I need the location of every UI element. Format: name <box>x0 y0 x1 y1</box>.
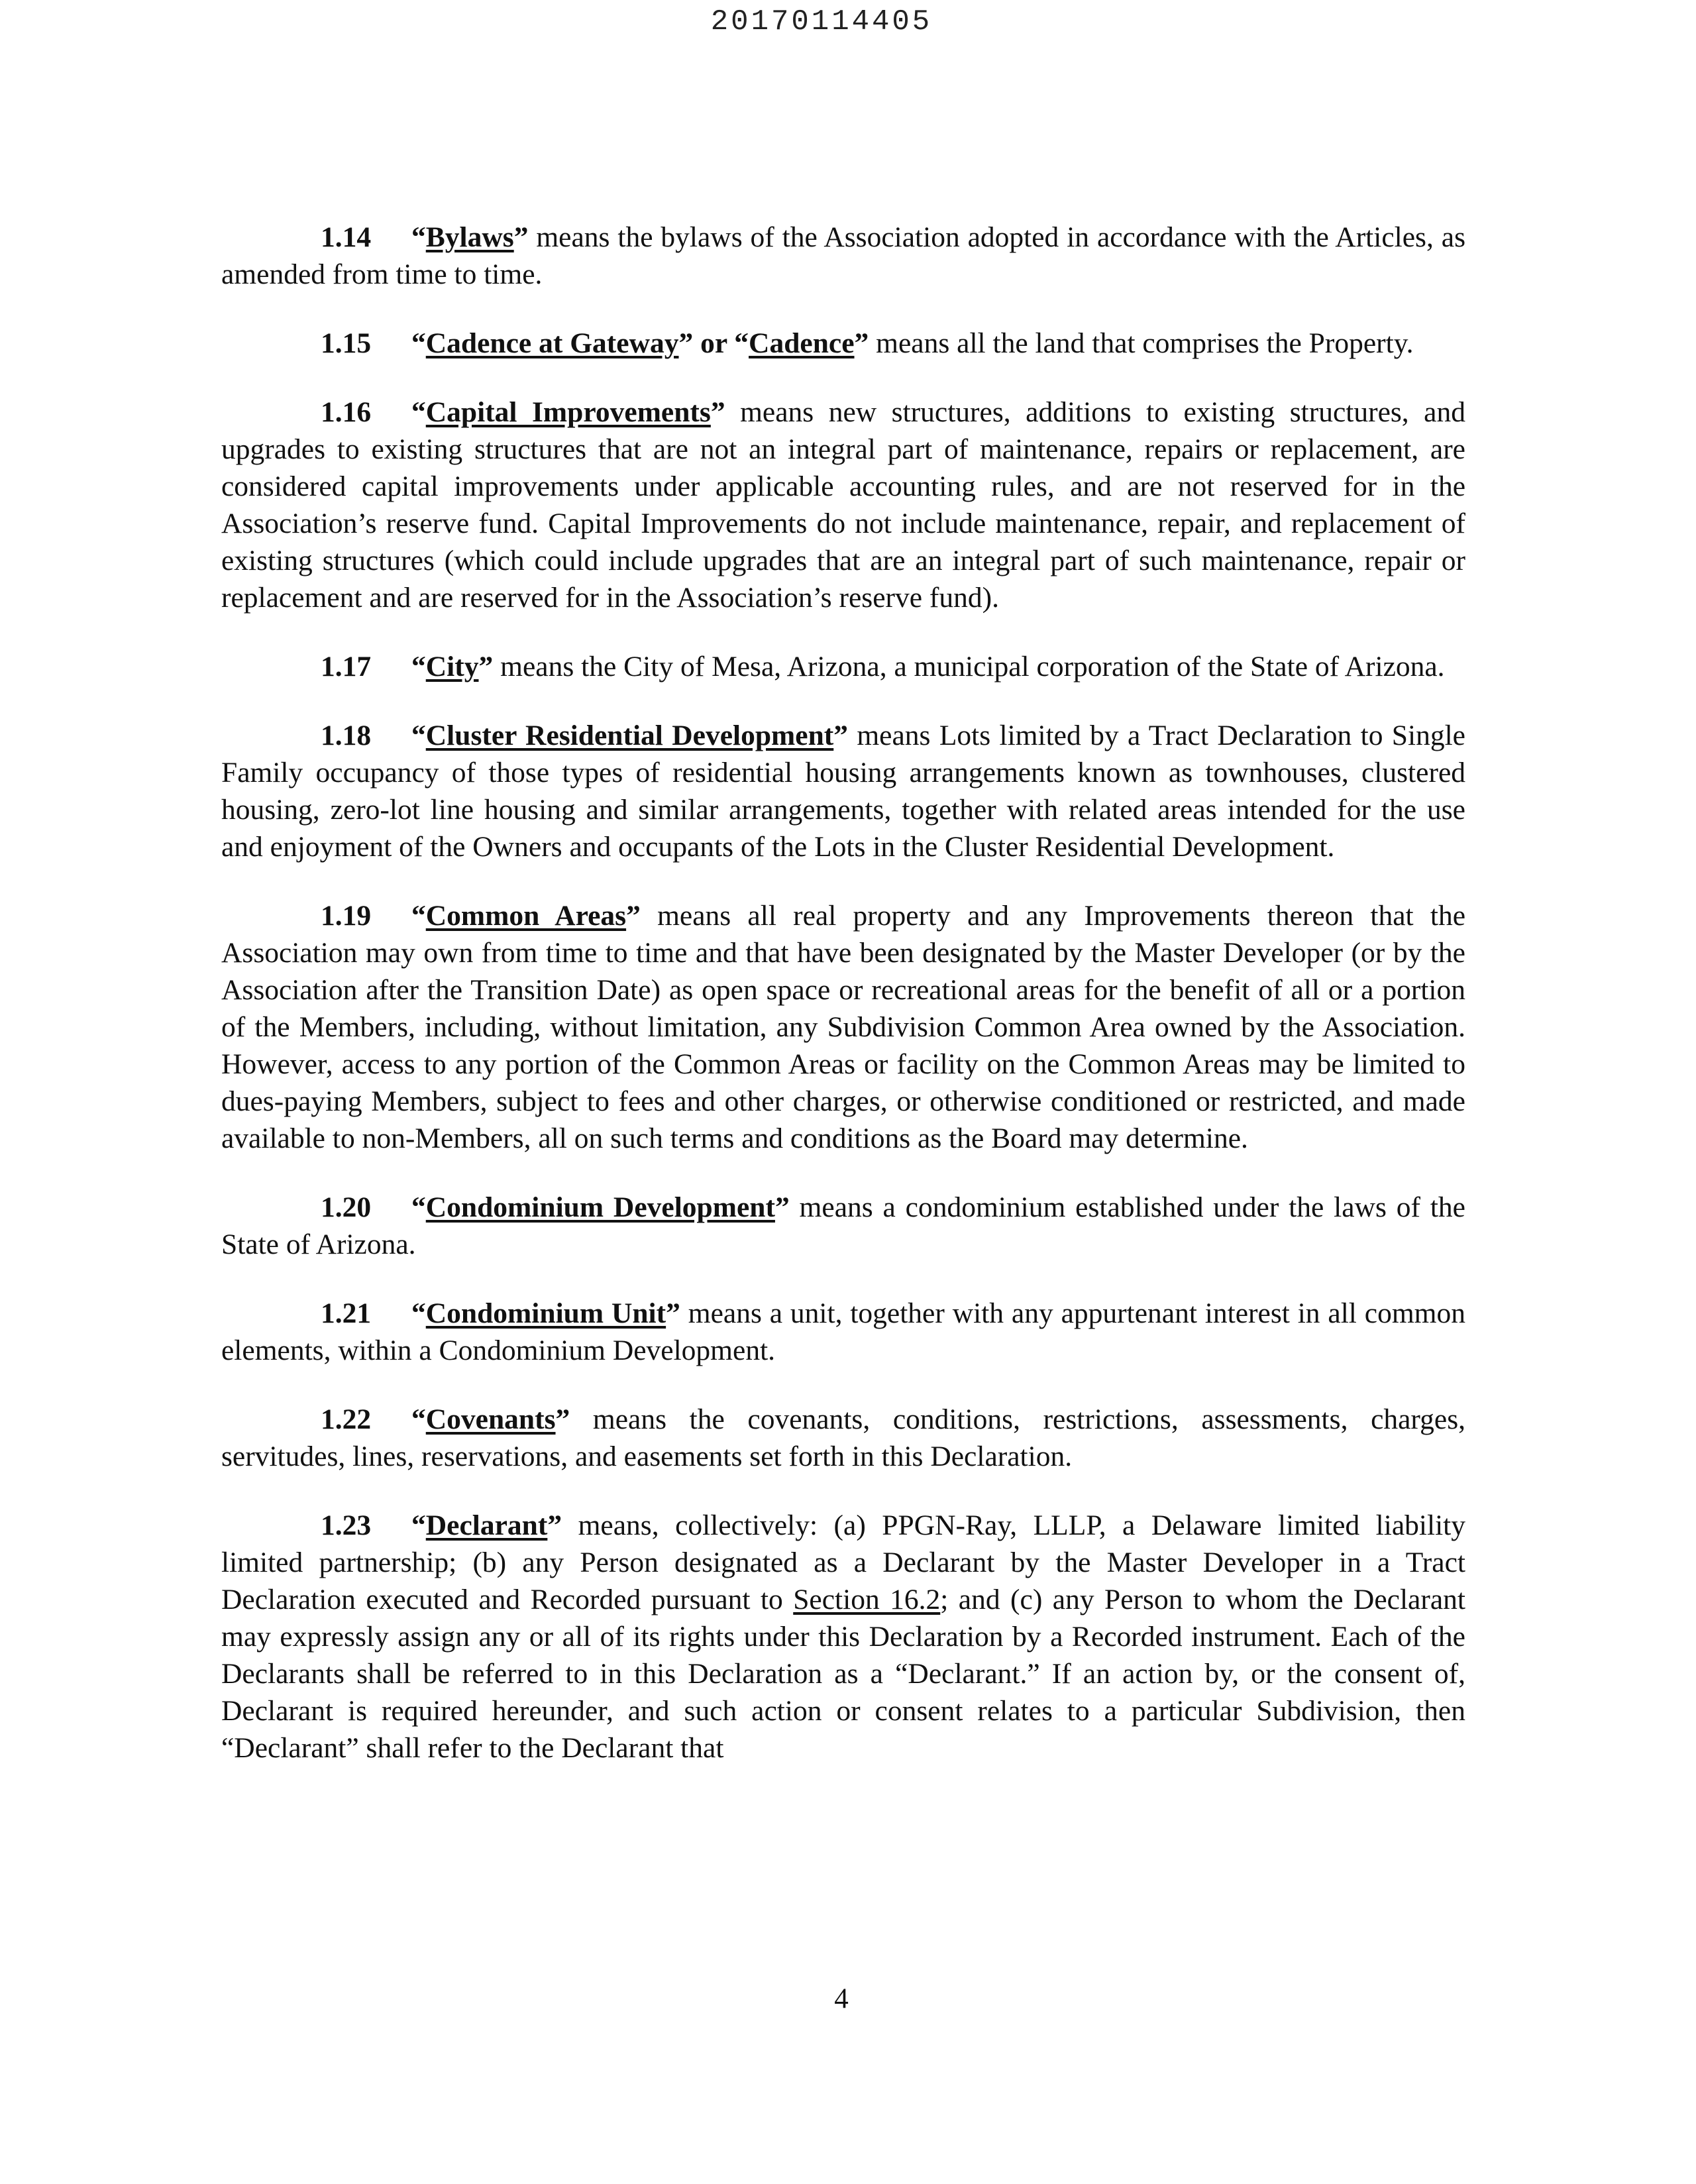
defined-term: Condominium Development <box>425 1191 775 1223</box>
section-reference-link: Section 16.2 <box>793 1584 941 1615</box>
section-number: 1.17 <box>321 651 372 682</box>
page-number: 4 <box>834 1983 849 2014</box>
definition-text: means the bylaws of the Association adopted in accordance with the Articles, as amended from time to time. <box>221 221 1465 290</box>
defined-term: Condominium Unit <box>425 1297 666 1329</box>
defined-term: Common Areas <box>425 900 627 932</box>
definition-text: means a unit, together with any appurtenant interest in all common elements, within a Condominium Development. <box>221 1297 1465 1366</box>
definition-text: means the City of Mesa, Arizona, a municipal corporation of the State of Arizona. <box>493 651 1445 682</box>
section-number: 1.19 <box>321 900 372 932</box>
defined-term: Covenants <box>425 1403 556 1435</box>
section-1-18: 1.18 “Cluster Residential Development” means Lots limited by a Tract Declaration to Single Family occupancy of those types of residential housing arrangements known as townhouses, clustered housing, zero-lot line housing and similar arrangements, together with related areas intended for the use and enjoyment of the Owners and occupants of the Lots in the Cluster Residential Development. <box>221 717 1465 865</box>
definition-text: means a condominium established under the laws of the State of Arizona. <box>221 1191 1465 1260</box>
section-1-19: 1.19 “Common Areas” means all real property and any Improvements thereon that the Association may own from time to time and that have been designated by the Master Developer (or by the Association after the Transition Date) as open space or recreational areas for the benefit of all or a portion of the Members, including, without limitation, any Subdivision Common Area owned by the Association. However, access to any portion of the Common Areas or facility on the Common Areas may be limited to dues-paying Members, subject to fees and other charges, or otherwise conditioned or restricted, and made available to non-Members, all on such terms and conditions as the Board may determine. <box>221 897 1465 1157</box>
document-body <box>221 219 1465 1798</box>
section-1-15: 1.15 “Cadence at Gateway” or “Cadence” means all the land that comprises the Property. <box>221 325 1465 362</box>
section-1-17: 1.17 “City” means the City of Mesa, Arizona, a municipal corporation of the State of Arizona. <box>221 648 1465 685</box>
section-number: 1.14 <box>321 221 372 253</box>
section-1-23: 1.23 “Declarant” means, collectively: (a) PPGN-Ray, LLLP, a Delaware limited liability limited partnership; (b) any Person designated as a Declarant by the Master Developer in a Tract Declaration executed and Recorded pursuant to Section 16.2; and (c) any Person to whom the Declarant may expressly assign any or all of its rights under this Declaration by a Recorded instrument. Each of the Declarants shall be referred to in this Declaration as a “Declarant.” If an action by, or the consent of, Declarant is required hereunder, and such action or consent relates to a particular Subdivision, then “Declarant” shall refer to the Declarant that <box>221 1507 1465 1767</box>
section-number: 1.21 <box>321 1297 372 1329</box>
definition-text: means the covenants, conditions, restrictions, assessments, charges, servitudes, lines, reservations, and easements set forth in this Declaration. <box>221 1403 1465 1472</box>
section-1-22: 1.22 “Covenants” means the covenants, conditions, restrictions, assessments, charges, servitudes, lines, reservations, and easements set forth in this Declaration. <box>221 1401 1465 1475</box>
section-number: 1.23 <box>321 1509 372 1541</box>
defined-term: Bylaws <box>425 221 514 253</box>
section-number: 1.18 <box>321 720 372 751</box>
defined-term: City <box>425 651 479 682</box>
defined-term-alternate: Cadence <box>749 327 855 359</box>
defined-term: Capital Improvements <box>425 396 711 428</box>
section-number: 1.15 <box>321 327 372 359</box>
section-1-21: 1.21 “Condominium Unit” means a unit, together with any appurtenant interest in all common elements, within a Condominium Development. <box>221 1295 1465 1369</box>
definition-text: means Lots limited by a Tract Declaration to Single Family occupancy of those types of residential housing arrangements known as townhouses, clustered housing, zero-lot line housing and similar arrangements, together with related areas intended for the use and enjoyment of the Owners and occupants of the Lots in the Cluster Residential Development. <box>221 720 1465 863</box>
term-connector: or <box>693 327 735 359</box>
definition-text-continued: ; and (c) any Person to whom the Declarant may expressly assign any or all of its rights under this Declaration by a Recorded instrument. Each of the Declarants shall be referred to in this Declaration as a “Declarant.” If an action by, or the consent of, Declarant is required hereunder, and such action or consent relates to a particular Subdivision, then “Declarant” shall refer to the Declarant that <box>221 1584 1465 1764</box>
definition-text: means all the land that comprises the Property. <box>869 327 1414 359</box>
section-1-16: 1.16 “Capital Improvements” means new structures, additions to existing structures, and upgrades to existing structures that are not an integral part of maintenance, repairs or replacement, are considered capital improvements under applicable accounting rules, and are not reserved for in the Association’s reserve fund. Capital Improvements do not include maintenance, repair, and replacement of existing structures (which could include upgrades that are an integral part of such maintenance, repair or replacement and are reserved for in the Association’s reserve fund). <box>221 394 1465 616</box>
document-number: 20170114405 <box>710 5 933 38</box>
section-number: 1.20 <box>321 1191 372 1223</box>
defined-term: Cluster Residential Development <box>425 720 834 751</box>
section-number: 1.22 <box>321 1403 372 1435</box>
defined-term: Declarant <box>425 1509 548 1541</box>
definition-text: means, collectively: (a) PPGN-Ray, LLLP, a Delaware limited liability limited partnership; (b) any Person designated as a Declarant by the Master Developer in a Tract Declaration executed and Recorded pursuant to <box>221 1509 1465 1615</box>
section-1-20: 1.20 “Condominium Development” means a condominium established under the laws of the State of Arizona. <box>221 1189 1465 1263</box>
definition-text: means all real property and any Improvements thereon that the Association may own from time to time and that have been designated by the Master Developer (or by the Association after the Transition Date) as open space or recreational areas for the benefit of all or a portion of the Members, including, without limitation, any Subdivision Common Area owned by the Association. However, access to any portion of the Common Areas or facility on the Common Areas may be limited to dues-paying Members, subject to fees and other charges, or otherwise conditioned or restricted, and made available to non-Members, all on such terms and conditions as the Board may determine. <box>221 900 1465 1154</box>
defined-term: Cadence at Gateway <box>425 327 679 359</box>
definition-text: means new structures, additions to existing structures, and upgrades to existing structures that are not an integral part of maintenance, repairs or replacement, are considered capital improvements under applicable accounting rules, and are not reserved for in the Association’s reserve fund. Capital Improvements do not include maintenance, repair, and replacement of existing structures (which could include upgrades that are an integral part of such maintenance, repair or replacement and are reserved for in the Association’s reserve fund). <box>221 396 1465 614</box>
section-number: 1.16 <box>321 396 372 428</box>
section-1-14: 1.14 “Bylaws” means the bylaws of the Association adopted in accordance with the Articles, as amended from time to time. <box>221 219 1465 293</box>
